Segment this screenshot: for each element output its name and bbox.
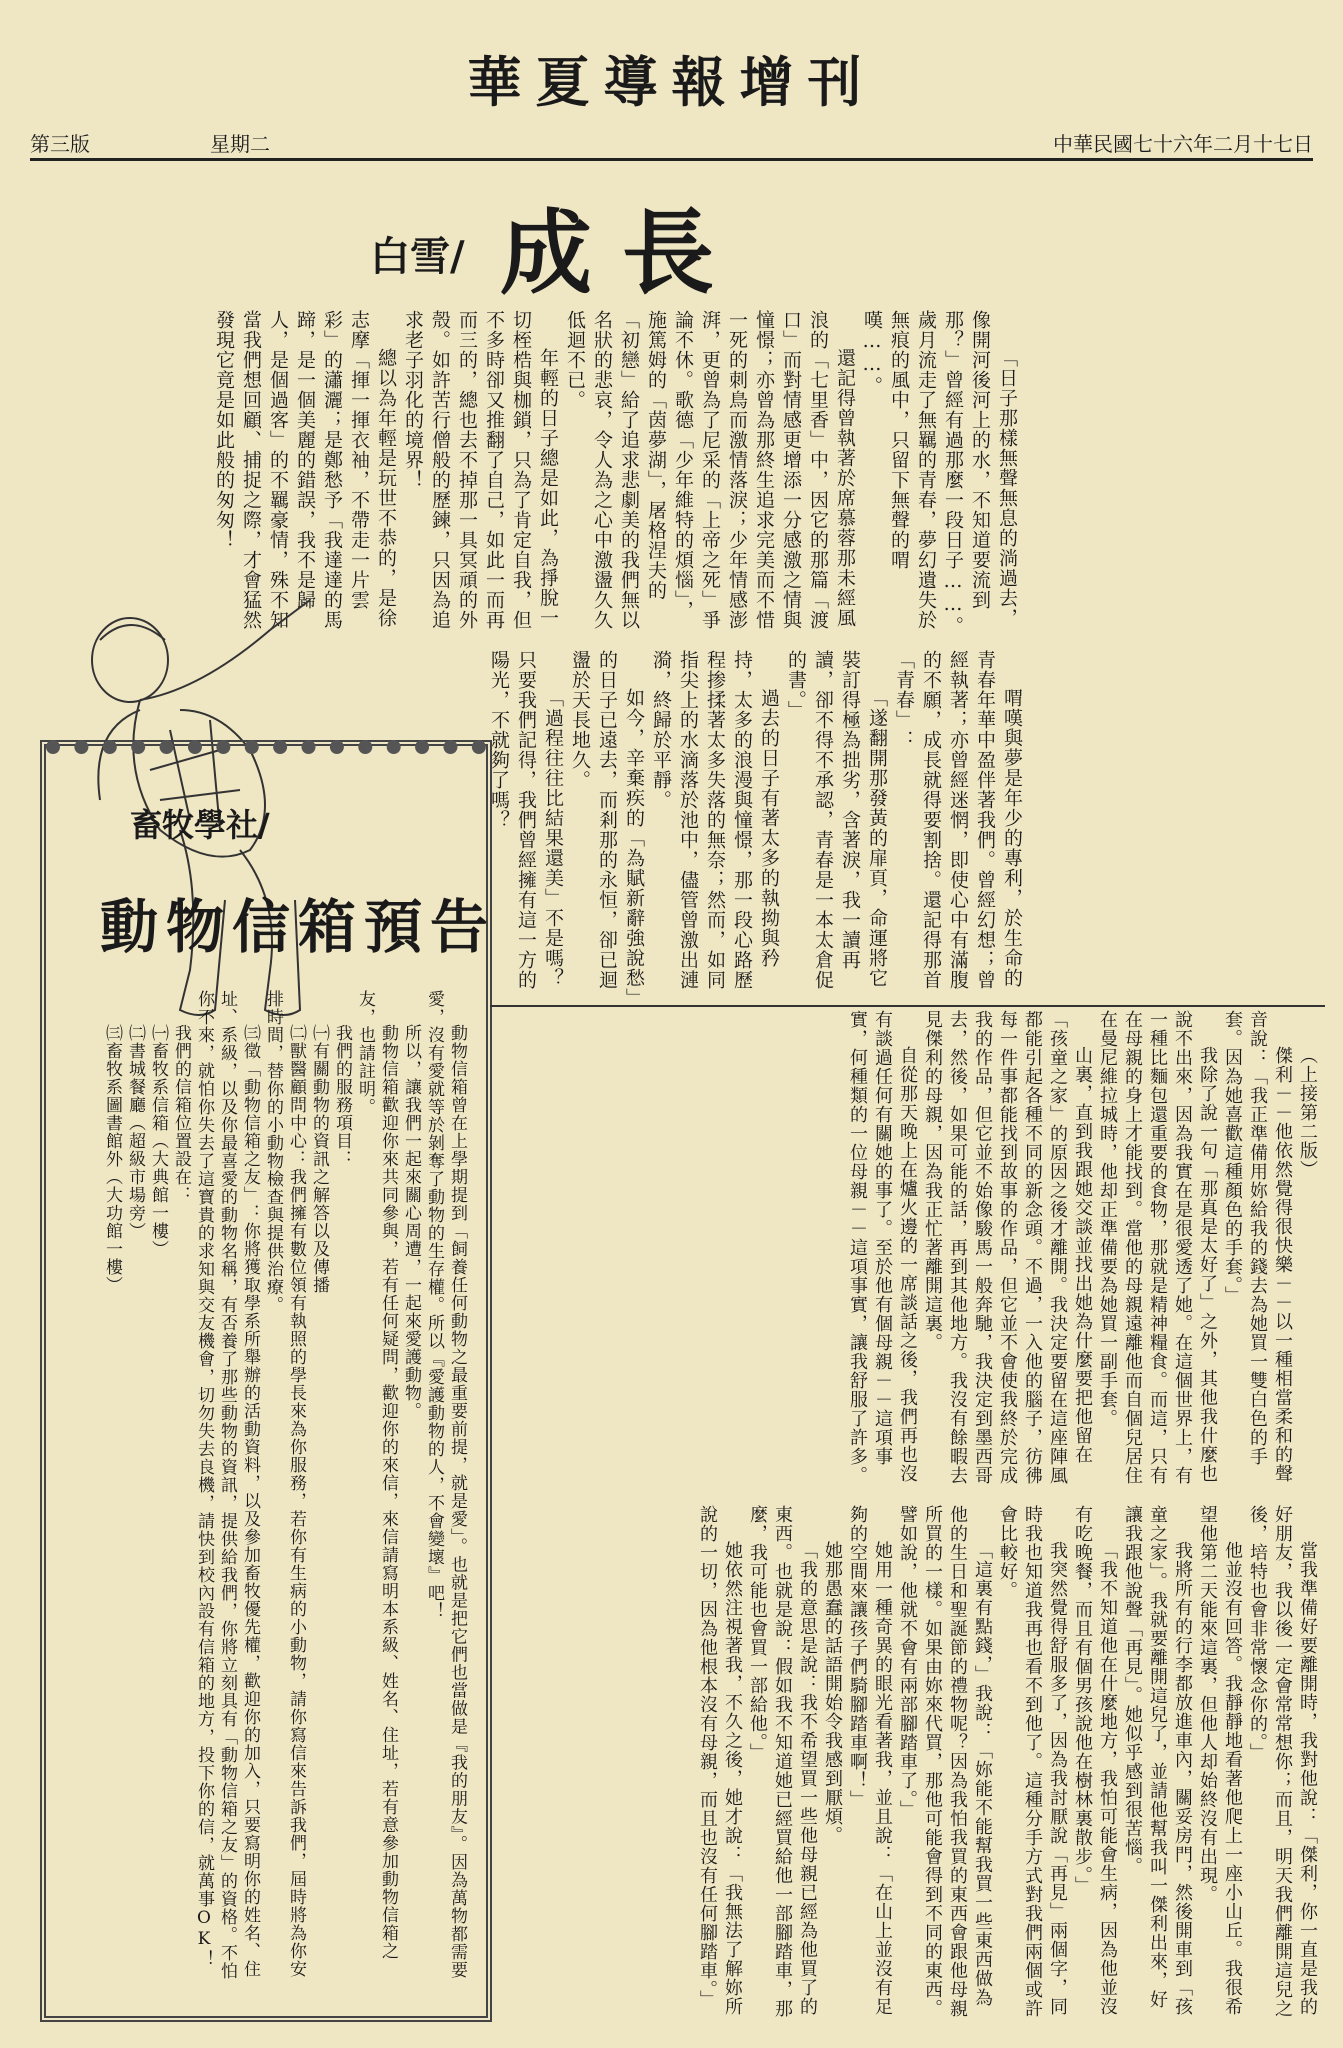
article-paragraph: 「日子那樣無聲無息的淌過去，像開河後河上的水，不知道要流到那？」曾經有過那麼一段日子……。歲月流走了無羈的青春，夢幻遺失於無痕的風中，只留下無聲的喟嘆……。 — [861, 310, 1018, 636]
article-paragraph: 過去的日子有著太多的執拗與矜持，太多的浪漫與憧憬，那一段心路歷程掺揉著太多失落的無奈；然而，如同指尖上的水滴落於池中，儘管曾激出漣漪，終歸於平靜。 — [650, 650, 780, 990]
notice-title: 動物信箱預告 — [100, 893, 497, 961]
story-paragraph: 「這裏有點錢，」我說：「妳能不能幫我買一些東西做為他的生日和聖誕節的禮物呢？因為我怕我買的東西會跟他母親所買的一樣。如果由妳來代買，那他可能會得到不同的東西。譬如說，他就不會有兩部腳踏車了。」 — [897, 1505, 993, 2018]
article-paragraph: 年輕的日子總是如此，為掙脫一切桎梏與枷鎖，只為了肯定自我，但不多時卻又推翻了自己，如此一而再而三的，總也去不掉那一具冥頑的外殼。如許苦行僧般的歷鍊，只因為追求老子羽化的境界！ — [402, 310, 559, 630]
story-body-lower — [495, 1505, 1320, 2025]
story-paragraph: 她依然注視著我，不久之後，她才說：「我無法了解妳所說的一切，因為他根本沒有母親，而且也沒有任何腳踏車。」 — [697, 1505, 743, 2016]
page-number: 第三版 — [30, 132, 90, 156]
article-paragraph: 總以為年輕是玩世不恭的，是徐志摩「揮一揮衣袖，不帶走一片雲彩」的瀟灑；是鄭愁予「我達達的馬蹄，是一個美麗的錯誤，我不是歸人，是個過客」的不羈豪情，殊不知當我們想回顧、捕捉之際，才會猛然發現它竟是如此般的匆匆！ — [213, 310, 397, 630]
notice-body — [60, 990, 468, 1990]
article-paragraph: 如今，辛棄疾的「為賦新辭強說愁」的日子已遠去，而剎那的永恒，卻已迴盪於天長地久。 — [569, 650, 645, 999]
story-paragraph: 傑利－－他依然覺得很快樂－－以一種相當柔和的聲音說：「我正準備用妳給我的錢去為她買一雙白色的手套。因為她喜歡這種顏色的手套。」 — [1222, 1010, 1293, 1483]
section-divider — [490, 1005, 1325, 1007]
notice-paragraph: ㈠有關動物的資訊之解答以及傳播 — [309, 1024, 329, 1294]
story-paragraph: 我除了說一句「那真是太好了」之外，其他我什麼也說不出來，因為我實在是很愛透了她。在這個世界上，有一種比麵包還重要的食物，那就是精神糧食。而這，只有在母親的身上才能找到。當他的母親遠離他而自個兒居住在曼尼維拉城時，他却正準備要為她買一副手套。 — [1097, 1010, 1218, 1485]
notice-paragraph: 我們的信箱位置設在： — [171, 1024, 191, 1204]
notice-paragraph: ㈠畜牧系信箱（大典館一樓） — [148, 1024, 168, 1258]
notice-paragraph: ㈢徵「動物信箱之友」：你將獲取學系所舉辦的活動資料，以及參加畜牧優先權，歡迎你的加入，只要寫明你的姓名、住址、系級，以及你最喜愛的動物名稱，有否養了那些動物的資訊，提供給我們，你將立刻具有「動物信箱之友」的資格。不怕你不來，就怕你失去了這寶貴的求知與交友機會，切勿失去良機，請快到校內設有信箱的地方，投下你的信，就萬事OK！ — [194, 990, 260, 1980]
header-rule — [30, 158, 1313, 161]
article-paragraph: 喟嘆與夢是年少的專利，於生命的青春年華中盈伴著我們。曾經幻想；曾經執著；亦曾經迷惘，即使心中有滿腹的不願，成長就得要割捨。還記得那首「青春」： — [893, 650, 1023, 990]
masthead: 華夏導報增刊 — [467, 50, 876, 114]
story-paragraph: 他並沒有回答。我靜靜地看著他爬上一座小山丘。我很希望他第二天能來這裏，但他人却始終沒有出現。 — [1197, 1505, 1243, 2016]
story-paragraph: 當我準備好要離開時，我對他說：「傑利，你一直是我的好朋友，我以後一定會常常想你；而且，明天我們離開這兒之後，培特也會非常懷念你的。」 — [1247, 1505, 1318, 2018]
story-paragraph: 我突然覺得舒服多了，因為我討厭說「再見」兩個字，同時我也知道我再也看不到他了。這種分手方式對我們兩個或許會比較好。 — [997, 1505, 1068, 2018]
story-paragraph: 山裏，直到我跟她交談並找出她為什麼要把他留在「孩童之家」的原因之後才離開。我決定要留在這座陣風都能引起各種不同的新念頭。不過，一入他的腦子，彷彿每一件事都能找到故事的作品，但它並不會使我終於完成我的作品，但它並不始像駿馬一般奔馳，我決定到墨西哥去，然後，如果可能的話，再到其他地方。我沒有餘暇去見傑利的母親，因為我正忙著離開這裏。 — [922, 1010, 1093, 1485]
story-paragraph: （上接第二版） — [1297, 1046, 1318, 1179]
notice-paragraph: 動物信箱曾在上學期提到「飼養任何動物之最重要前提，就是愛」。也就是把它們也當做是『我的朋友』。因為萬物都需要愛，沒有愛就等於剝奪了動物的生存權。所以『愛護動物的人，不會變壞』吧！ — [424, 990, 467, 1979]
article-paragraph: 還記得曾執著於席慕蓉那未經風浪的「七里香」中，因它的那篇「渡口」而對情感更增添一分感激之情與憧憬；亦曾為那終生追求完美而不惜一死的刺鳥而激情落淚；少年情感澎湃，更曾為了尼采的「上帝之死」爭論不休。歌德「少年維特的煩惱」，施篤姆的「茵夢湖」，屠格涅夫的「初戀」給了追求悲劇美的我們無以名狀的悲哀，令人為之心中激盪久久低迴不已。 — [564, 310, 856, 630]
notice-paragraph: 我們的服務項目： — [332, 1024, 352, 1168]
story-body-upper — [495, 1010, 1320, 1500]
story-paragraph: 我將所有的行李都放進車內，關妥房門，然後開車到「孩童之家」。我就要離開這兒了，並請他幫我叫一傑利出來，好讓我跟他說聲「再見」。她似乎感到很苦惱。 — [1122, 1505, 1193, 2016]
notice-paragraph: 所以，讓我們一起來關心周遭，一起來愛護動物。 — [401, 1024, 421, 1420]
article-paragraph: 「過程往往比結果還美」不是嗎？只要我們記得，我們曾經擁有這一方的陽光，不就夠了嗎？ — [488, 650, 564, 990]
issue-date: 中華民國七十六年二月十七日 — [1053, 132, 1313, 156]
story-paragraph: 她用一種奇異的眼光看著我，並且說：「在山上並沒有足夠的空間來讓孩子們騎腳踏車啊！」 — [847, 1505, 893, 2016]
story-paragraph: 她那愚蠢的話語開始令我感到厭煩。 — [822, 1541, 843, 1845]
notice-decor — [46, 740, 486, 754]
story-paragraph: 「我不知道他在什麼地方，我怕可能會生病，因為他並沒有吃晚餐，而且有個男孩說他在樹林裏散步。」 — [1072, 1505, 1118, 2016]
notice-paragraph: ㈡獸醫顧問中心：我們擁有數位領有執照的學長來為你服務，若你有生病的小動物，請你寫信來告訴我們，屆時將為你安排時間，替你的小動物檢查與提供治療。 — [263, 990, 306, 1978]
story-paragraph: 「我的意思是說：我不希望買一些他母親已經為他買了的東西。也就是說：假如我不知道她已經買給他一部腳踏車，那麼，我可能也會買一部給他。」 — [747, 1505, 818, 2018]
weekday: 星期二 — [210, 132, 270, 156]
notice-paragraph: 動物信箱歡迎你來共同參與，若有任何疑問，歡迎你的來信，來信請寫明本系級、姓名、住址，若有意參加動物信箱之友，也請註明。 — [355, 990, 398, 1960]
notice-paragraph: ㈡書城餐廳（超級市場旁） — [125, 1024, 145, 1240]
article-body-upper — [213, 310, 1020, 640]
article-author: 白雪/ — [370, 233, 465, 280]
article-paragraph: 「遂翻開那發黃的扉頁，命運將它裝訂得極為拙劣，含著淚，我一讀再讀，卻不得不承認，青春是一本太倉促的書。」 — [785, 650, 888, 990]
notice-paragraph: ㈢畜牧系圖書館外（大功館一樓） — [102, 1024, 122, 1294]
notice-author: 畜牧學社/ — [130, 806, 270, 844]
article-title: 成長 — [500, 199, 745, 307]
story-paragraph: 自從那天晚上在爐火邊的一席談話之後，我們再也沒有談過任何有關她的事了。至於他有個母親－－這項事實，何種類的一位母親－－這項事實，讓我舒服了許多。 — [847, 1010, 918, 1485]
